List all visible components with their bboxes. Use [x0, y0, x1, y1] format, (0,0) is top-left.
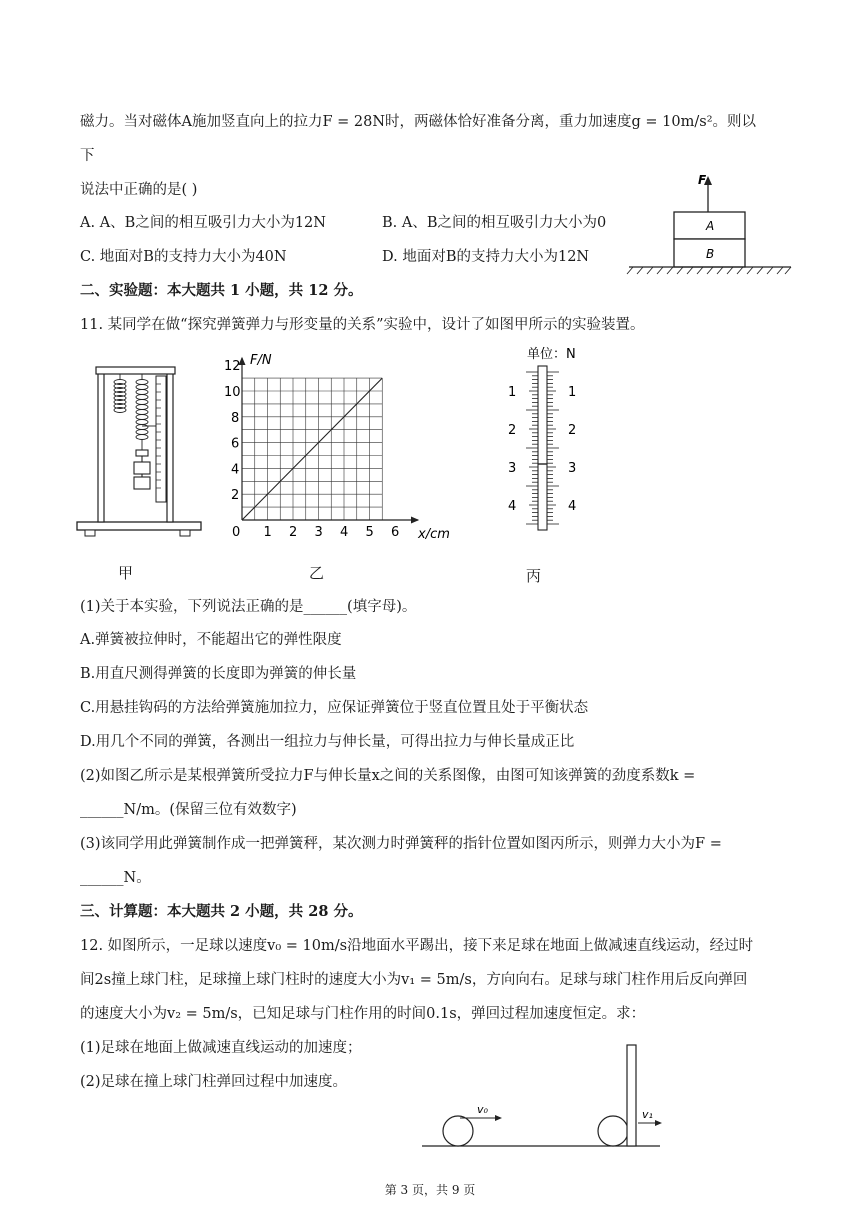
magnet-a-label: A [706, 219, 715, 233]
scale-label-left-4: 4 [508, 499, 517, 514]
q11-part3-line2: ______N。 [80, 870, 151, 886]
q11-option-d: D.用几个不同的弹簧，各测出一组拉力与伸长量，可得出拉力与伸长量成正比 [80, 734, 575, 750]
x-tick-label: 0 [232, 525, 241, 540]
q12-part1: (1)足球在地面上做减速直线运动的加速度； [80, 1040, 362, 1056]
spring-scale-figure-bing [500, 340, 610, 540]
q10-text-line1: 磁力。当对磁体A施加竖直向上的拉力F = 28N时，两磁体恰好准备分离，重力加速度g = 10m/s²。则以 [80, 114, 757, 130]
y-tick-label: 12 [224, 359, 241, 375]
x-tick-label: 2 [289, 525, 298, 540]
q11-part1: (1)关于本实验，下列说法正确的是______(填字母)。 [80, 599, 417, 615]
q11-part2-line1: (2)如图乙所示是某根弹簧所受拉力F与伸长量x之间的关系图像，由图可知该弹簧的劲度系数k = [80, 768, 696, 784]
q10-text-line3: 说法中正确的是( ) [80, 182, 198, 198]
section-2-heading: 二、实验题：本大题共 1 小题，共 12 分。 [80, 282, 363, 299]
y-tick-label: 6 [231, 436, 240, 452]
caption-bing: 丙 [526, 567, 542, 585]
q10-option-c: C. 地面对B的支持力大小为40N [80, 249, 287, 265]
scale-label-left-2: 2 [508, 423, 517, 438]
football-goalpost-figure [420, 1040, 670, 1150]
scale-label-right-2: 2 [568, 423, 577, 438]
ground-hatching [627, 267, 791, 274]
fx-chart-yi [218, 350, 468, 550]
q10-text-line2: 下 [80, 148, 95, 164]
q11-part3-line1: (3)该同学用此弹簧制作成一把弹簧秤，某次测力时弹簧秤的指针位置如图丙所示，则弹力大小为F = [80, 836, 722, 852]
q10-option-b: B. A、B之间的相互吸引力大小为0 [382, 215, 607, 231]
x-tick-label: 1 [263, 525, 272, 540]
q12-part2: (2)足球在撞上球门柱弹回过程中加速度。 [80, 1074, 348, 1090]
x-tick-label: 6 [391, 525, 400, 540]
scale-label-left-3: 3 [508, 461, 517, 476]
magnets-figure [625, 168, 795, 280]
y-tick-label: 10 [224, 385, 241, 400]
y-tick-label: 4 [231, 462, 240, 478]
q12-line2: 间2s撞上球门柱，足球撞上球门柱时的速度大小为v₁ = 5m/s，方向向右。足球与球门柱作用后反向弹回 [80, 972, 748, 988]
v1-label: v₁ [642, 1108, 653, 1121]
q11-part2-line2: ______N/m。(保留三位有效数字) [80, 802, 297, 818]
scale-label-right-4: 4 [568, 499, 577, 514]
caption-yi: 乙 [309, 564, 325, 582]
x-tick-label: 3 [314, 525, 323, 540]
section-3-heading: 三、计算题：本大题共 2 小题，共 28 分。 [80, 903, 363, 920]
x-axis-label: x/cm [418, 527, 450, 542]
y-tick-label: 2 [231, 488, 240, 504]
spring-left [114, 374, 126, 413]
page-footer: 第 3 页，共 9 页 [384, 1183, 476, 1197]
q11-option-b: B.用直尺测得弹簧的长度即为弹簧的伸长量 [80, 666, 357, 682]
hanging-weights [134, 450, 150, 489]
y-tick-label: 8 [231, 410, 240, 426]
q11-option-a: A.弹簧被拉伸时，不能超出它的弹性限度 [80, 632, 342, 648]
spring-right [136, 374, 156, 450]
scale-label-right-3: 3 [568, 461, 577, 476]
x-tick-label: 4 [340, 525, 349, 540]
magnet-b-label: B [706, 247, 715, 261]
scale-label-right-1: 1 [568, 385, 577, 400]
football-start [443, 1116, 473, 1146]
football-at-post [598, 1116, 628, 1146]
y-axis-label: F/N [250, 353, 272, 368]
q12-line1: 12. 如图所示，一足球以速度v₀ = 10m/s沿地面水平踢出，接下来足球在地面上做减速直线运动，经过时 [80, 938, 754, 954]
q11-option-c: C.用悬挂钩码的方法给弹簧施加拉力，应保证弹簧位于竖直位置且处于平衡状态 [80, 700, 589, 716]
x-tick-label: 5 [365, 525, 374, 540]
q12-line3: 的速度大小为v₂ = 5m/s，已知足球与门柱作用的时间0.1s，弹回过程加速度恒定。求： [80, 1006, 646, 1022]
q10-option-a: A. A、B之间的相互吸引力大小为12N [80, 215, 326, 231]
goal-post [627, 1045, 636, 1146]
unit-label: 单位：N [527, 347, 576, 362]
force-f-label: F [698, 173, 707, 187]
scale-label-left-1: 1 [508, 385, 517, 400]
series-line [242, 378, 382, 520]
q11-intro: 11. 某同学在做“探究弹簧弹力与形变量的关系”实验中，设计了如图甲所示的实验装置。 [80, 317, 645, 333]
caption-jia: 甲 [118, 564, 134, 582]
v0-label: v₀ [477, 1103, 488, 1116]
q10-option-d: D. 地面对B的支持力大小为12N [382, 249, 590, 265]
apparatus-figure-jia [72, 362, 207, 540]
